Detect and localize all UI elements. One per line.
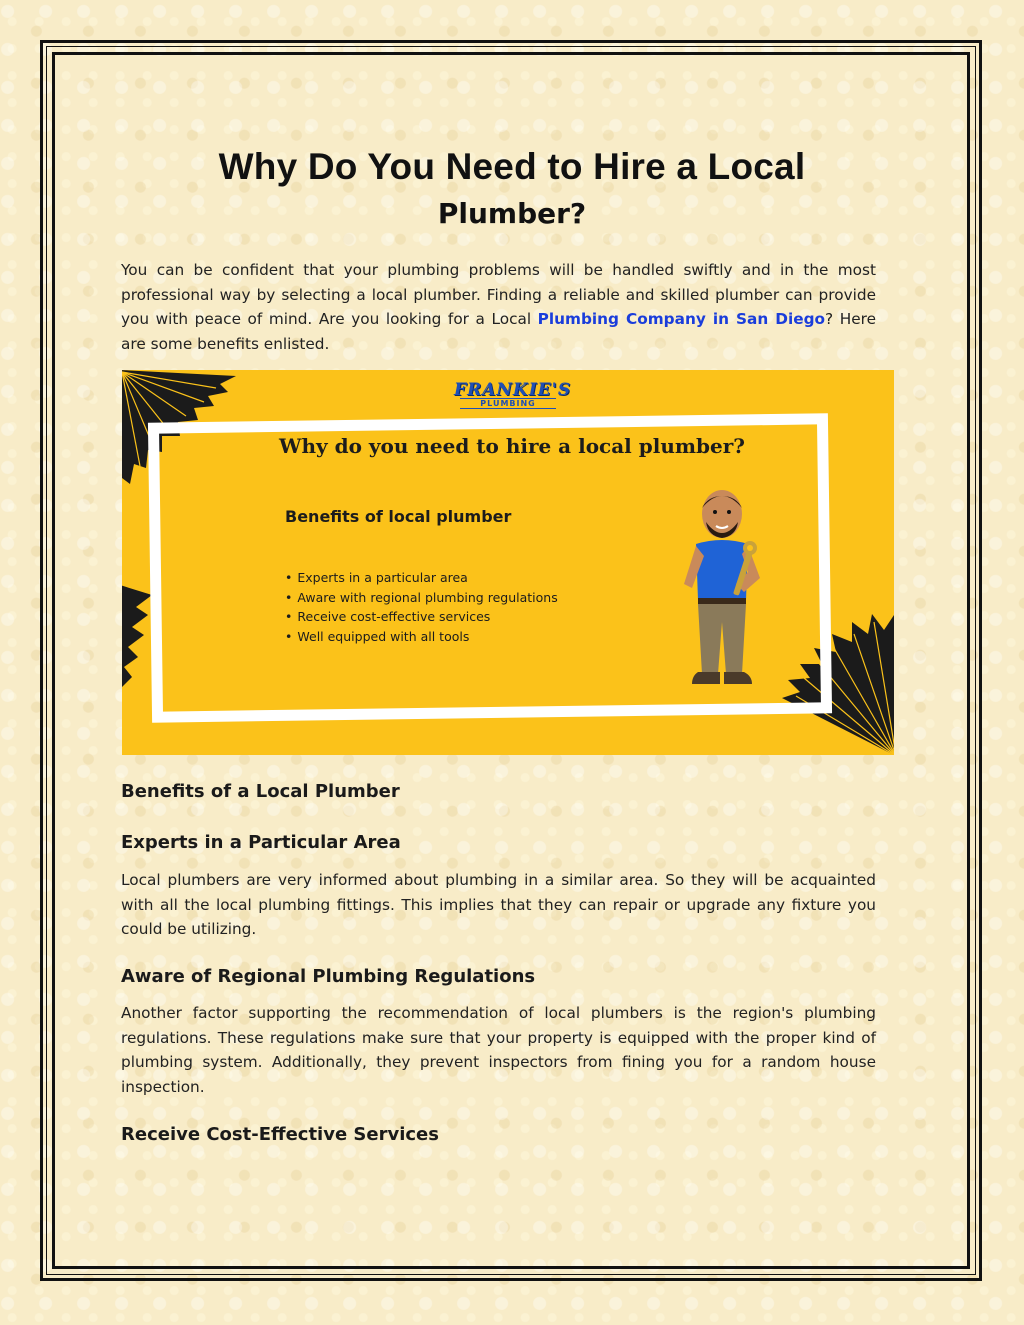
logo-wordmark: FRANKIE'S [454,380,572,400]
section-heading-experts: Experts in a Particular Area [121,832,401,853]
page-title-line2: Plumber? [437,197,587,230]
banner-bullet: • Experts in a particular area [285,568,558,588]
banner-bullet: • Aware with regional plumbing regulations [285,588,558,608]
frankies-plumbing-logo [454,380,572,408]
intro-text-end: ? Here are some benefits enlisted. [121,310,876,353]
section-body-experts: Local plumbers are very informed about plumbing in a similar area. So they will be acquainted with all the local plumbing fittings. This implies that they can repair or upgrade any fixture you could be utilizing. [121,871,876,939]
plumbing-company-link[interactable]: Plumbing Company in San Diego [537,310,826,329]
banner-subtitle: Benefits of local plumber [285,507,512,526]
hero-banner-image [122,370,894,755]
section-heading-cost-effective: Receive Cost-Effective Services [121,1124,439,1145]
logo-subtitle: PLUMBING [460,398,556,409]
section-heading-regulations: Aware of Regional Plumbing Regulations [121,966,536,987]
section-body-regulations: Another factor supporting the recommendation of local plumbers is the region's plumbing regulations. These regulations make sure that your property is equipped with the proper kind of plumbing system. Additionally, they prevent inspectors from fining you for a random house inspection. [121,1004,876,1096]
intro-paragraph [121,258,876,356]
section-heading-benefits: Benefits of a Local Plumber [121,781,400,802]
page-title-line1: Why Do You Need to Hire a Local [218,146,806,187]
banner-title: Why do you need to hire a local plumber? [279,434,745,458]
intro-text-start: You can be confident that your plumbing problems will be handled swiftly and in the most professional way by selecting a local plumber. Finding a reliable and skilled plumber can provide you with peace of mind. Are you looking for a Local [121,261,876,329]
banner-benefits-list [285,568,558,646]
plumber-mascot-icon [670,488,770,698]
banner-bullet: • Well equipped with all tools [285,627,558,647]
banner-bullet: • Receive cost-effective services [285,607,558,627]
